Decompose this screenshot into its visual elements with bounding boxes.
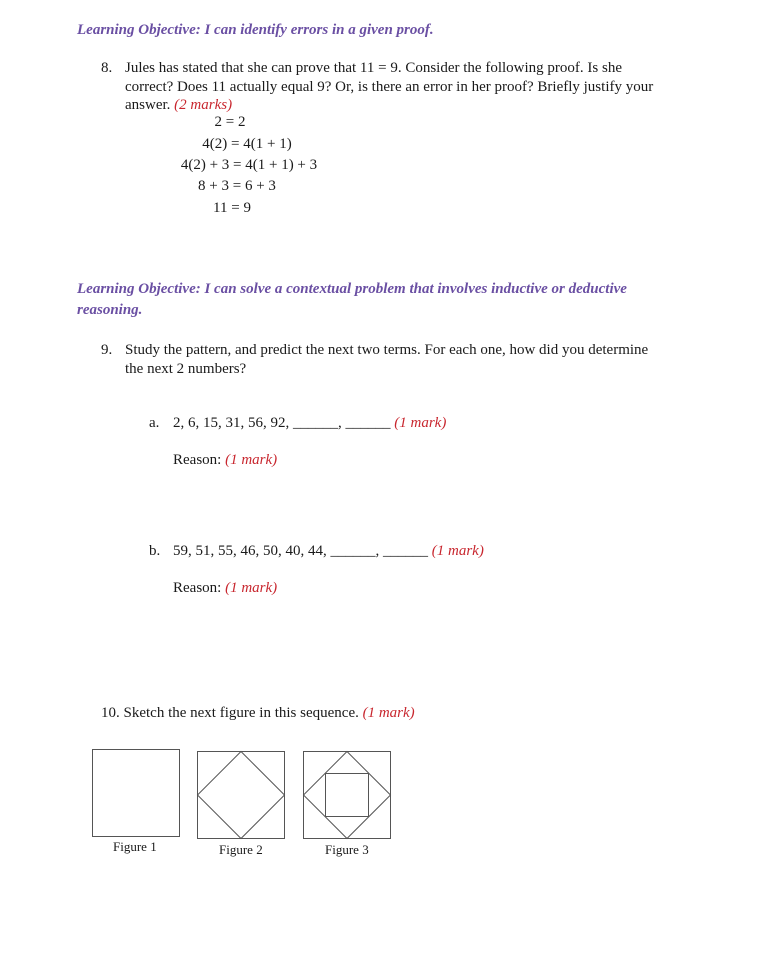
figure-2-square-diamond <box>198 752 285 839</box>
q9a-reason-label: Reason: <box>173 452 222 468</box>
q9b-reason-marks: (1 mark) <box>225 580 278 596</box>
proof-step-4: 8 + 3 = 6 + 3 <box>198 178 276 194</box>
q9b-label: b. <box>149 543 161 559</box>
q8-number: 8. <box>101 60 113 76</box>
figure-2-caption: Figure 2 <box>219 842 263 857</box>
proof-step-5: 11 = 9 <box>213 200 251 216</box>
q8-marks: (2 marks) <box>174 97 233 113</box>
q8-line-2: correct? Does 11 actually equal 9? Or, is there an error in her proof? Briefly justify your <box>125 79 654 95</box>
learning-objective-2-line-2: reasoning. <box>77 302 143 318</box>
q10-text: 10. Sketch the next figure in this sequence. <box>101 705 359 721</box>
proof-step-3: 4(2) + 3 = 4(1 + 1) + 3 <box>180 157 318 173</box>
figure-1-caption: Figure 1 <box>113 839 157 854</box>
q9-line-1: Study the pattern, and predict the next two terms. For each one, how did you determine <box>125 342 649 358</box>
q9b-reason-label: Reason: <box>173 580 222 596</box>
proof-step-2: 4(2) = 4(1 + 1) <box>202 136 292 152</box>
figure-3-nested-squares <box>304 752 391 839</box>
proof-step-1: 2 = 2 <box>214 114 246 130</box>
q9-line-2: the next 2 numbers? <box>125 361 247 377</box>
q9-number: 9. <box>101 342 113 358</box>
q9b-sequence: 59, 51, 55, 46, 50, 40, 44, ______, ______ <box>173 543 428 559</box>
q9a-sequence: 2, 6, 15, 31, 56, 92, ______, ______ <box>173 415 391 431</box>
q9a-marks: (1 mark) <box>394 415 447 431</box>
q8-line-1: Jules has stated that she can prove that 11 = 9. Consider the following proof. Is she <box>125 60 622 76</box>
q9a-label: a. <box>149 415 160 431</box>
figure-3-caption: Figure 3 <box>325 842 369 857</box>
learning-objective-1: Learning Objective: I can identify errors in a given proof. <box>77 22 434 38</box>
q9b-marks: (1 mark) <box>431 543 484 559</box>
q9a-reason-marks: (1 mark) <box>225 452 278 468</box>
learning-objective-2-line-1: Learning Objective: I can solve a contextual problem that involves inductive or deductive <box>77 281 627 297</box>
q8-answer-label: answer. <box>125 97 171 113</box>
q10-marks: (1 mark) <box>362 705 415 721</box>
figure-1-square <box>93 750 180 837</box>
